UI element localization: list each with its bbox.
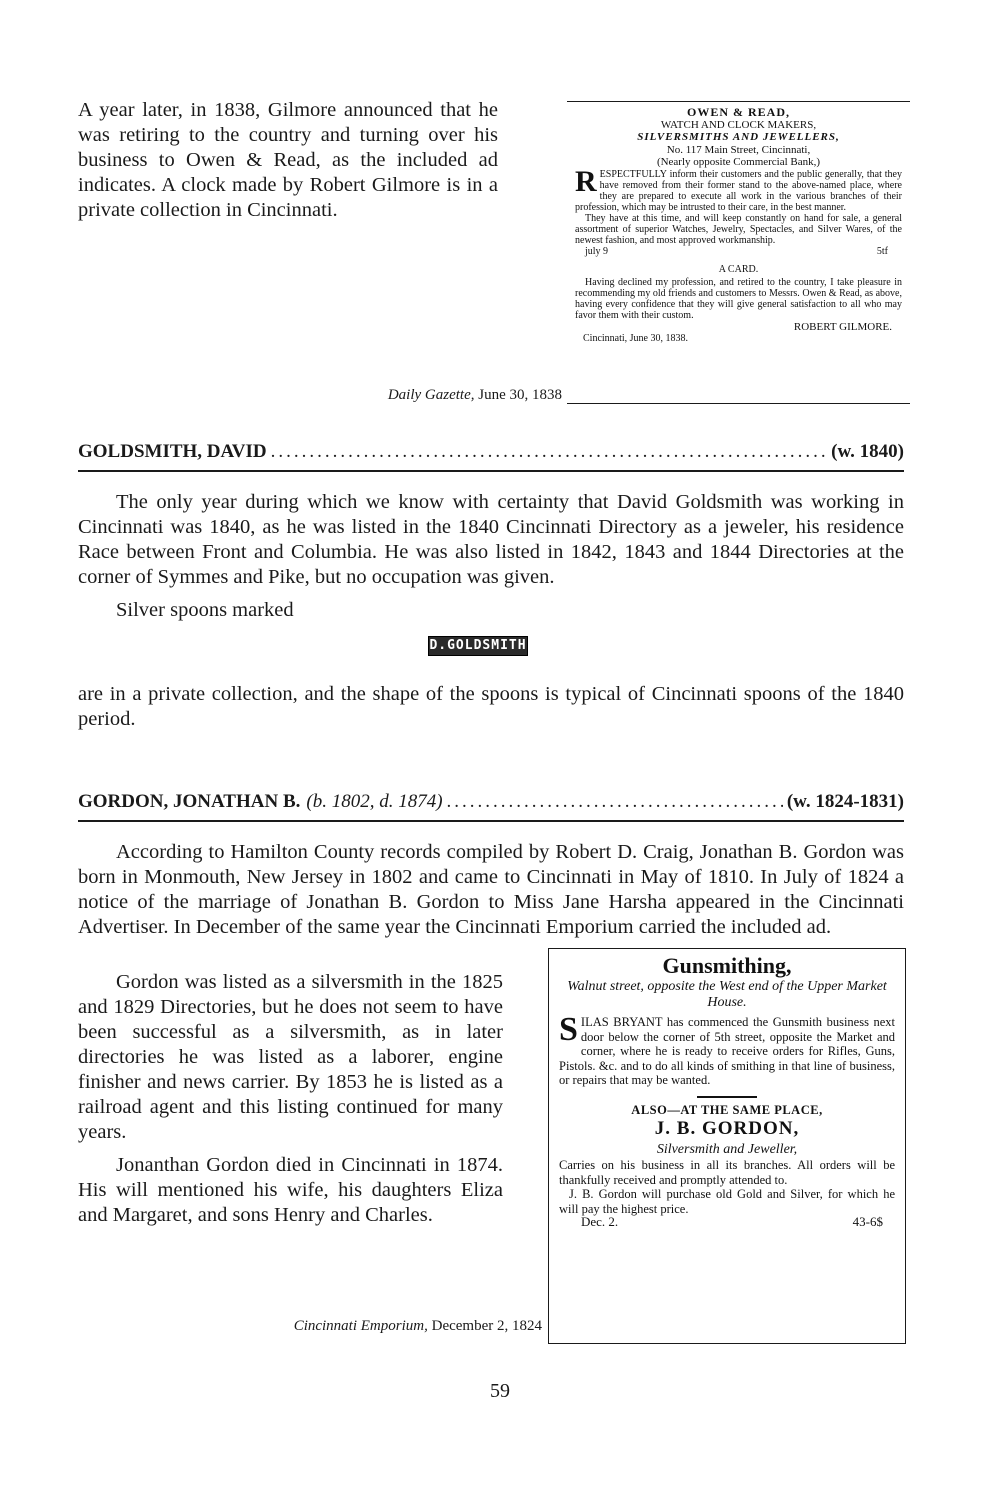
- ad-trade-2: SILVERSMITHS AND JEWELLERS,: [637, 131, 840, 143]
- ad-signature: ROBERT GILMORE.: [793, 320, 892, 333]
- ad-caption-owen-read: Daily Gazette, June 30, 1838: [387, 387, 562, 403]
- heading-rule: [78, 470, 904, 472]
- ad-code: 5tf: [876, 245, 888, 257]
- ad-title: Gunsmithing,: [662, 953, 792, 978]
- gordon-paragraph-2: Gordon was listed as a silversmith in the 1825 and 1829 Directories, but he does not seem to have been successful as a silversmith, as in later directories he was listed as a laborer, engine finisher and news carrier. By 1853 he is listed as a railroad agent and this listing continued for many years.: [78, 971, 503, 1143]
- intro-paragraph: A year later, in 1838, Gilmore announced that he was retiring to the country and turning over his business to Owen & Read, as the included ad indicates. A clock made by Robert Gilmore is in a private collection in Cincinnati.: [78, 99, 498, 221]
- goldsmith-paragraph-2: Silver spoons marked: [116, 599, 294, 621]
- ad-card-date: Cincinnati, June 30, 1838.: [583, 333, 688, 344]
- ad-dropcap: S: [559, 1011, 578, 1048]
- ad-dropcap: R: [575, 164, 597, 198]
- ad-body: SILAS BRYANT has commenced the Gunsmith business next door below the corner of 5th street, opposite the Market and corner, where he is ready to receive orders for Rifles, Guns, Pistols. &c. and to do all kinds of smithing in that line of business, or repairs that may be wanted.: [559, 1011, 895, 1087]
- gunsmithing-advertisement: [548, 948, 906, 1344]
- maker-mark: D.GOLDSMITH: [428, 636, 528, 656]
- entry-working-dates: (w. 1824-1831): [786, 791, 904, 812]
- ad-dateline: july 9: [585, 245, 609, 257]
- owen-read-advertisement: [567, 101, 910, 404]
- heading-rule: [78, 820, 904, 822]
- entry-name: GOLDSMITH, DAVID: [78, 441, 267, 462]
- entry-heading-gordon: [78, 790, 904, 814]
- goldsmith-paragraph-3: are in a private collection, and the shape of the spoons is typical of Cincinnati spoons of the 1840 period.: [78, 683, 904, 730]
- ad-body-2: Carries on his business in all its branches. All orders will be thankfully received and promptly attended to.: [559, 1158, 895, 1187]
- leader-dots: [447, 790, 783, 814]
- goldsmith-paragraph-1: The only year during which we know with certainty that David Goldsmith was working in Cincinnati was 1840, as he was listed in the 1840 Cincinnati Directory as a jeweler, his residence Race between Front and Columbia. He was also listed in 1842, 1843 and 1844 Directories at the corner of Symmes and Pike, but no occupation was given.: [78, 491, 904, 588]
- ad-dateline-row: [559, 1216, 895, 1229]
- leader-dots: [271, 440, 828, 464]
- gordon-paragraph-1: According to Hamilton County records compiled by Robert D. Craig, Jonathan B. Gordon was born in Monmouth, New Jersey in 1802 and came to Cincinnati in May of 1810. In July of 1824 a notice of the marriage of Jonathan B. Gordon to Miss Jane Harsha appeared in the Cincinnati Advertiser. In December of the same year the Cincinnati Emporium carried the included ad.: [78, 841, 904, 938]
- entry-name: GORDON, JONATHAN B.: [78, 791, 301, 812]
- ad-name: J. B. GORDON,: [654, 1118, 800, 1139]
- ad-dateline: Dec. 2.: [581, 1214, 619, 1229]
- ad-body-1: RESPECTFULLY inform their customers and the public generally, that they have removed from their former stand to the above-named place, where they are prepared to execute all work in the various branches of their profession, which may be intrusted to their care, in the best manner.: [575, 164, 902, 213]
- ad-dateline-row: [575, 246, 902, 259]
- ad-trade: WATCH AND CLOCK MAKERS,: [660, 118, 817, 131]
- gordon-paragraph-3: Jonanthan Gordon died in Cincinnati in 1874. His will mentioned his wife, his daughters Eliza and Margaret, and sons Henry and Charles.: [78, 1154, 503, 1226]
- ad-code: 43-6$: [852, 1214, 883, 1229]
- ad-location: Walnut street, opposite the West end of the Upper Market House.: [567, 979, 887, 1010]
- entry-life-dates: (b. 1802, d. 1874): [306, 791, 443, 812]
- ad-address-2: (Nearly opposite Commercial Bank,): [656, 156, 821, 168]
- ad-also: ALSO—AT THE SAME PLACE,: [631, 1102, 823, 1117]
- page-number: 59: [490, 1380, 510, 1402]
- ad-body-2: They have at this time, and will keep constantly on hand for sale, a general assortment of superior Watches, Jewelry, Spectacles, and Silver Wares, of the newest fashion, and most approved workmanship.: [575, 212, 902, 246]
- ad-trade: Silversmith and Jeweller,: [656, 1142, 798, 1157]
- ad-card-title: A CARD.: [718, 264, 759, 275]
- entry-heading-goldsmith: [78, 440, 904, 464]
- ad-card-body: Having declined my profession, and retired to the country, I take pleasure in recommending my old friends and customers to Messrs. Owen & Read, as above, having every confidence that they will give general satisfaction to all who may favor them with their custom.: [575, 276, 902, 321]
- ad-body-3: J. B. Gordon will purchase old Gold and Silver, for which he will pay the highest price.: [559, 1187, 895, 1216]
- ad-separator: [697, 1096, 757, 1098]
- ad-firm-name: OWEN & READ,: [686, 105, 790, 119]
- entry-working-dates: (w. 1840): [831, 441, 904, 462]
- ad-address: No. 117 Main Street, Cincinnati,: [666, 143, 811, 156]
- ad-caption-emporium: Cincinnati Emporium, December 2, 1824: [293, 1318, 542, 1334]
